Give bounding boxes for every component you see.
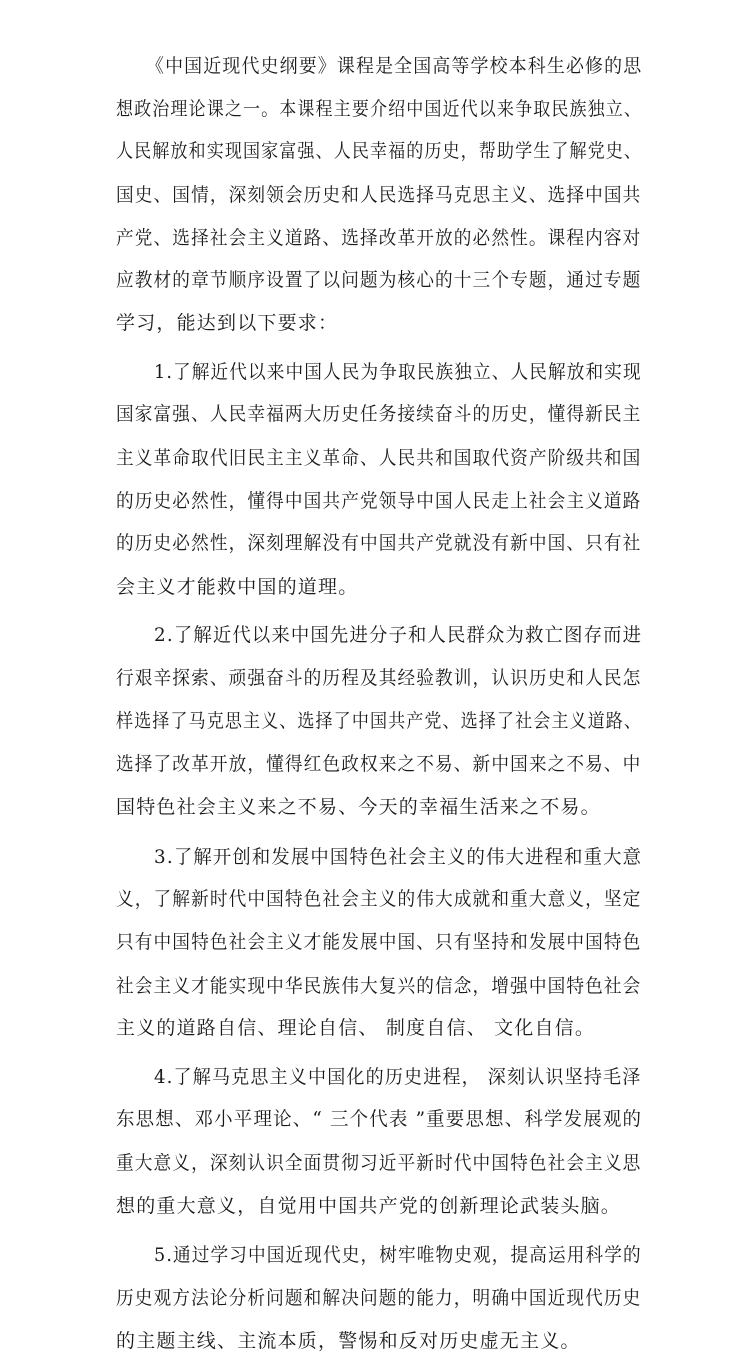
text-line: 应教材的章节顺序设置了以问题为核心的十三个专题，通过专题 bbox=[116, 269, 642, 291]
text-line: 国特色社会主义来之不易、今天的幸福生活来之不易。 bbox=[116, 796, 601, 818]
text-line: 《中国近现代史纲要》课程是全国高等学校本科生必修的思 bbox=[146, 55, 643, 77]
text-line: 想政治理论课之一。本课程主要介绍中国近代以来争取民族独立、 bbox=[116, 98, 643, 120]
text-line: 重大意义，深刻认识全面贯彻习近平新时代中国特色社会主义思 bbox=[116, 1152, 642, 1174]
text-line: 4.了解马克思主义中国化的历史进程， 深刻认识坚持毛泽 bbox=[154, 1066, 642, 1088]
text-line: 只有中国特色社会主义才能发展中国、只有坚持和发展中国特色 bbox=[116, 931, 642, 953]
text-line: 1.了解近代以来中国人民为争取民族独立、人民解放和实现 bbox=[154, 361, 642, 383]
text-line: 主义革命取代旧民主主义革命、人民共和国取代资产阶级共和国 bbox=[116, 447, 642, 469]
text-line: 社会主义才能实现中华民族伟大复兴的信念，增强中国特色社会 bbox=[116, 975, 642, 997]
text-line: 义，了解新时代中国特色社会主义的伟大成就和重大意义，坚定 bbox=[116, 888, 642, 910]
text-line: 想的重大意义，自觉用中国共产党的创新理论武装头脑。 bbox=[116, 1195, 622, 1217]
text-line: 的历史必然性，懂得中国共产党领导中国人民走上社会主义道路 bbox=[116, 490, 642, 512]
text-line: 人民解放和实现国家富强、人民幸福的历史，帮助学生了解党史、 bbox=[116, 140, 643, 162]
text-line: 行艰辛探索、顽强奋斗的历程及其经验教训，认识历史和人民怎 bbox=[116, 667, 642, 689]
text-line: 选择了改革开放，懂得红色政权来之不易、新中国来之不易、中 bbox=[116, 753, 642, 775]
text-line: 会主义才能救中国的道理。 bbox=[116, 576, 359, 598]
text-line: 的主题主线、主流本质，警惕和反对历史虚无主义。 bbox=[116, 1330, 581, 1352]
text-line: 的历史必然性，深刻理解没有中国共产党就没有新中国、只有社 bbox=[116, 532, 642, 554]
text-line: 样选择了马克思主义、选择了中国共产党、选择了社会主义道路、 bbox=[116, 710, 643, 732]
text-line: 国家富强、人民幸福两大历史任务接续奋斗的历史，懂得新民主 bbox=[116, 403, 642, 425]
text-line: 东思想、邓小平理论、“ 三个代表 ”重要思想、科学发展观的 bbox=[116, 1108, 643, 1130]
text-line: 国史、国情，深刻领会历史和人民选择马克思主义、选择中国共 bbox=[116, 184, 642, 206]
text-line: 5.通过学习中国近现代史，树牢唯物史观，提高运用科学的 bbox=[154, 1244, 642, 1266]
text-line: 2.了解近代以来中国先进分子和人民群众为救亡图存而进 bbox=[154, 624, 643, 646]
text-line: 产党、选择社会主义道路、选择改革开放的必然性。课程内容对 bbox=[116, 227, 642, 249]
text-line: 学习，能达到以下要求： bbox=[116, 312, 339, 334]
text-line: 3.了解开创和发展中国特色社会主义的伟大进程和重大意 bbox=[154, 846, 643, 868]
text-line: 历史观方法论分析问题和解决问题的能力，明确中国近现代历史 bbox=[116, 1287, 642, 1309]
text-line: 主义的道路自信、理论自信、 制度自信、 文化自信。 bbox=[116, 1017, 596, 1039]
